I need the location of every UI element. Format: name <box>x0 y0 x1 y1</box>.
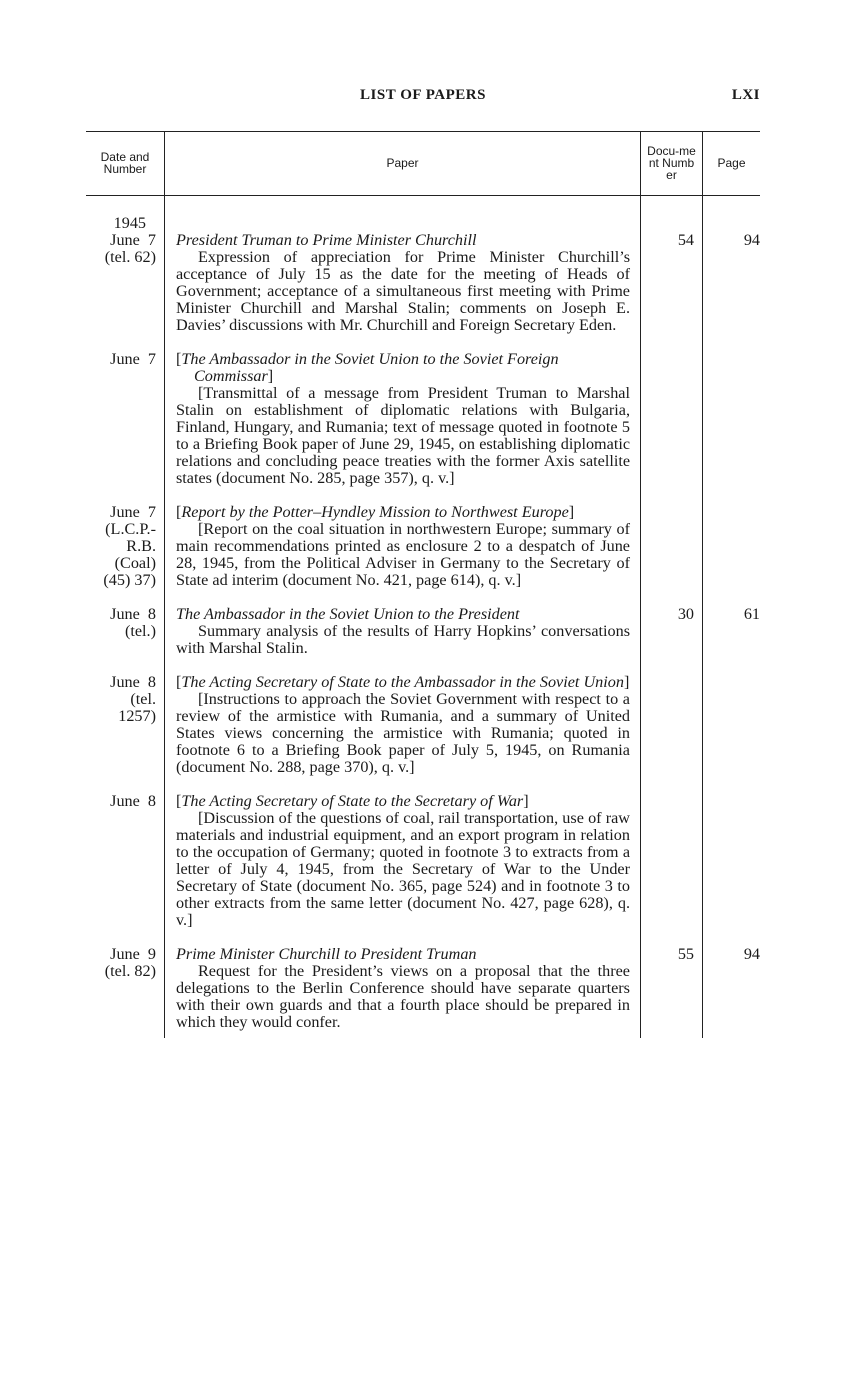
paper-summary: Request for the President’s views on a proposal that the three delegations to the Berlin Conference should have separate quarters with their own guards and that a fourth place should be prepared in which they would confer. <box>176 962 630 1031</box>
column-header-date <box>86 131 164 195</box>
paper-title-text: Report by the Potter–Hyndley Mission to Northwest Europe <box>181 503 569 521</box>
paper-summary: [Discussion of the questions of coal, rail transportation, use of raw materials and industrial equipment, and an export program in relation to the occupation of Germany; quoted in footnote 3 to extracts from a letter of July 4, 1945, from the Secretary of War to the Under Secretary of State (document No. 365, page 524) and in footnote 3 to other extracts from the same letter (document No. 427, page 628), q. v.] <box>176 809 630 929</box>
table-row <box>86 504 760 589</box>
row-date-line: June 8 <box>110 792 156 810</box>
close-bracket: ] <box>623 673 630 691</box>
row-date-line: June 9 <box>110 945 156 963</box>
paper-title-text: The Acting Secretary of State to the Ambassador in the Soviet Union <box>181 673 624 691</box>
table-row <box>86 793 760 929</box>
close-bracket: ] <box>568 503 575 521</box>
column-header-document <box>641 131 702 195</box>
row-date <box>86 504 156 589</box>
paper-summary: Expression of appreciation for Prime Minister Churchill’s acceptance of July 15 as the date for the meeting of Heads of Government; acceptance of a simultaneous first meeting with Prime Minister Churchill and Marshal Stalin; comments on Joseph E. Davies’ discussions with Mr. Churchill and Foreign Secretary Eden. <box>176 248 630 334</box>
column-header-paper: Paper <box>386 156 419 170</box>
paper-title <box>176 793 630 810</box>
close-bracket: ] <box>523 792 529 810</box>
row-paper <box>176 793 630 929</box>
open-bracket: [ <box>176 673 182 691</box>
row-date-line: June 8 <box>110 605 156 623</box>
paper-title-text: The Ambassador in the Soviet Union to the Soviet Foreign Commissar <box>181 350 559 385</box>
table-row <box>86 351 760 487</box>
row-date-line: (tel. 82) <box>104 962 156 980</box>
paper-summary: [Instructions to approach the Soviet Government with respect to a review of the armistice with Rumania, and a summary of United States views concerning the armistice with Rumania; quoted in footnote 6 to a Briefing Book paper of July 5, 1945, on Rumania (document No. 288, page 370), q. v.] <box>176 690 630 776</box>
row-date-line: 1257) <box>118 707 156 725</box>
row-date <box>86 351 156 368</box>
row-paper <box>176 351 630 487</box>
column-header-document-label: Docu-ment Number <box>647 144 696 182</box>
row-date-line: June 7 <box>110 350 156 368</box>
row-date-line: June 8 <box>110 673 156 691</box>
open-bracket: [ <box>176 792 182 810</box>
open-bracket: [ <box>176 503 182 521</box>
paper-title-text: The Acting Secretary of State to the Secretary of War <box>181 792 524 810</box>
table-row <box>86 606 760 657</box>
row-date-line: R.B. <box>126 537 156 555</box>
document-number: 54 <box>677 231 694 249</box>
row-date <box>86 674 156 725</box>
page-number: LXI <box>731 87 760 103</box>
row-date <box>86 606 156 640</box>
paper-summary: [Transmittal of a message from President Truman to Marshal Stalin on establishment of diplomatic relations with Bulgaria, Finland, Hungary, and Rumania; text of message quoted in footnote 5 to a Briefing Book paper of June 29, 1945, on establishing diplomatic relations and concluding peace treaties with the former Axis satellite states (document No. 285, page 357), q. v.] <box>176 384 630 487</box>
paper-title <box>176 504 630 521</box>
row-date <box>86 232 156 266</box>
paper-title <box>176 351 630 385</box>
paper-title: The Ambassador in the Soviet Union to the President <box>176 605 520 623</box>
paper-summary: [Report on the coal situation in northwestern Europe; summary of main recommendations printed as enclosure 2 to a despatch of June 28, 1945, from the Political Adviser in Germany to the Secretary of State ad interim (document No. 421, page 614), q. v.] <box>176 520 630 589</box>
header-bottom-rule <box>86 195 760 196</box>
row-date-line: (tel. 62) <box>104 248 156 266</box>
row-paper <box>176 946 630 1031</box>
row-paper <box>176 674 630 776</box>
document-number: 55 <box>677 945 694 963</box>
row-paper <box>176 504 630 589</box>
row-date-line: (Coal) <box>114 554 156 572</box>
page-reference: 61 <box>743 605 760 623</box>
paper-summary: Summary analysis of the results of Harry Hopkins’ conversations with Marshal Stalin. <box>176 622 630 657</box>
paper-title <box>176 674 630 691</box>
row-date-line: (tel.) <box>124 622 156 640</box>
document-number: 30 <box>677 605 694 623</box>
page-reference: 94 <box>743 231 760 249</box>
table-row <box>86 946 760 1031</box>
row-date-line: (L.C.P.- <box>105 520 156 538</box>
table-row <box>86 232 760 334</box>
column-header-date-label: Date and Number <box>100 150 150 176</box>
row-date <box>86 946 156 980</box>
table-body <box>86 215 760 1048</box>
column-header-page: Page <box>717 156 746 170</box>
page-title: LIST OF PAPERS <box>360 87 486 103</box>
table-row <box>86 674 760 776</box>
row-date <box>86 793 156 810</box>
row-date-line: June 7 <box>110 503 156 521</box>
row-date-line: (tel. <box>130 690 156 708</box>
page-reference: 94 <box>743 945 760 963</box>
row-paper <box>176 232 630 334</box>
row-date-line: June 7 <box>110 231 156 249</box>
paper-title: Prime Minister Churchill to President Truman <box>176 945 477 963</box>
open-bracket: [ <box>176 350 182 368</box>
running-head <box>86 87 760 109</box>
row-paper <box>176 606 630 657</box>
close-bracket: ] <box>267 367 274 385</box>
row-date-line: (45) 37) <box>103 571 156 589</box>
paper-title: President Truman to Prime Minister Churchill <box>176 231 477 249</box>
year-label: 1945 <box>113 214 146 232</box>
